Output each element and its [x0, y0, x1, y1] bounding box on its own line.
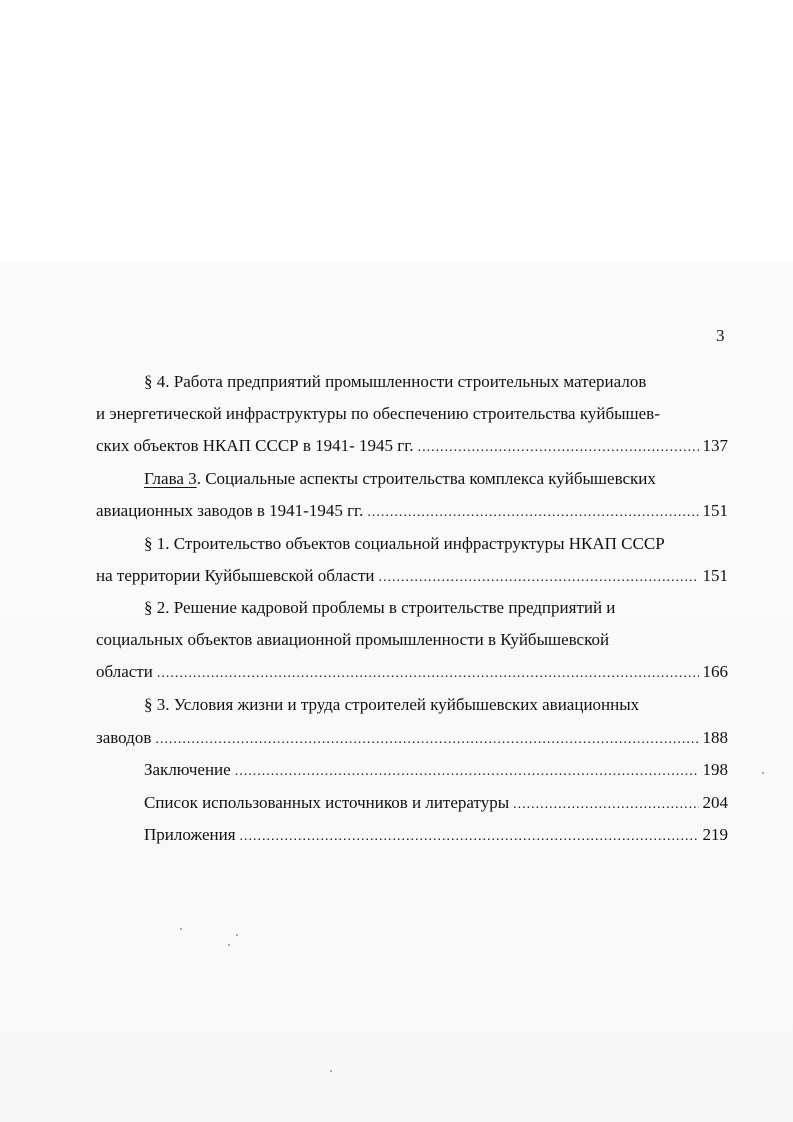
toc-entry-s4 — [96, 434, 728, 458]
toc-conclusion-label: Заключение — [144, 760, 231, 779]
toc-s1-page: 151 — [702, 566, 728, 585]
toc-appendix-page: 219 — [702, 825, 728, 844]
toc-s4-line1: § 4. Работа предприятий промышленности строительных материалов — [144, 372, 647, 391]
page-number: 3 — [716, 326, 725, 345]
toc-s2-line2: социальных объектов авиационной промышленности в Куйбышевской — [96, 630, 610, 649]
chapter3-title: . Социальные аспекты строительства комплекса куйбышевских — [196, 469, 656, 488]
toc-s4-line2: и энергетической инфраструктуры по обеспечению строительства куйбышев- — [96, 404, 660, 423]
toc-entry-s1 — [96, 564, 728, 588]
toc-s4-line3: ских объектов НКАП СССР в 1941- 1945 гг. — [96, 436, 414, 455]
scan-speck — [180, 928, 182, 930]
toc-s3-page: 188 — [702, 728, 728, 747]
dot-leader — [513, 793, 698, 817]
scan-speck — [762, 772, 764, 774]
dot-leader — [240, 825, 699, 849]
dot-leader — [155, 728, 698, 752]
toc-entry-s2 — [96, 660, 728, 684]
toc-s3-line2: заводов — [96, 728, 152, 747]
scan-speck — [236, 934, 238, 936]
toc-entry-sources — [144, 791, 728, 815]
toc-sources-label: Список использованных источников и литературы — [144, 793, 510, 812]
dot-leader — [379, 566, 699, 590]
toc-entry-s3 — [96, 726, 728, 750]
toc-s1-line2: на территории Куйбышевской области — [96, 566, 375, 585]
toc-entry-appendix — [144, 823, 728, 847]
toc-s2-line3: области — [96, 662, 153, 681]
dot-leader — [418, 436, 699, 460]
toc-s4-page: 137 — [702, 436, 728, 455]
toc-chapter3-line2: авиационных заводов в 1941-1945 гг. — [96, 501, 364, 520]
toc-entry-conclusion — [144, 758, 728, 782]
toc-appendix-label: Приложения — [144, 825, 236, 844]
toc-s3-line1: § 3. Условия жизни и труда строителей куйбышевских авиационных — [144, 695, 640, 714]
toc-s2-line1: § 2. Решение кадровой проблемы в строительстве предприятий и — [144, 598, 616, 617]
toc-s2-page: 166 — [702, 662, 728, 681]
scan-speck — [330, 1070, 332, 1072]
toc-chapter3-line1 — [144, 467, 728, 491]
toc-conclusion-page: 198 — [702, 760, 728, 779]
toc-sources-page: 204 — [702, 793, 728, 812]
toc-chapter3-page: 151 — [702, 501, 728, 520]
dot-leader — [367, 501, 698, 525]
chapter3-label: Глава 3 — [144, 469, 197, 488]
toc-s1-line1: § 1. Строительство объектов социальной инфраструктуры НКАП СССР — [144, 534, 665, 553]
dot-leader — [157, 662, 699, 686]
toc-entry-chapter3 — [96, 499, 728, 523]
scan-speck — [228, 944, 230, 946]
dot-leader — [235, 760, 699, 784]
